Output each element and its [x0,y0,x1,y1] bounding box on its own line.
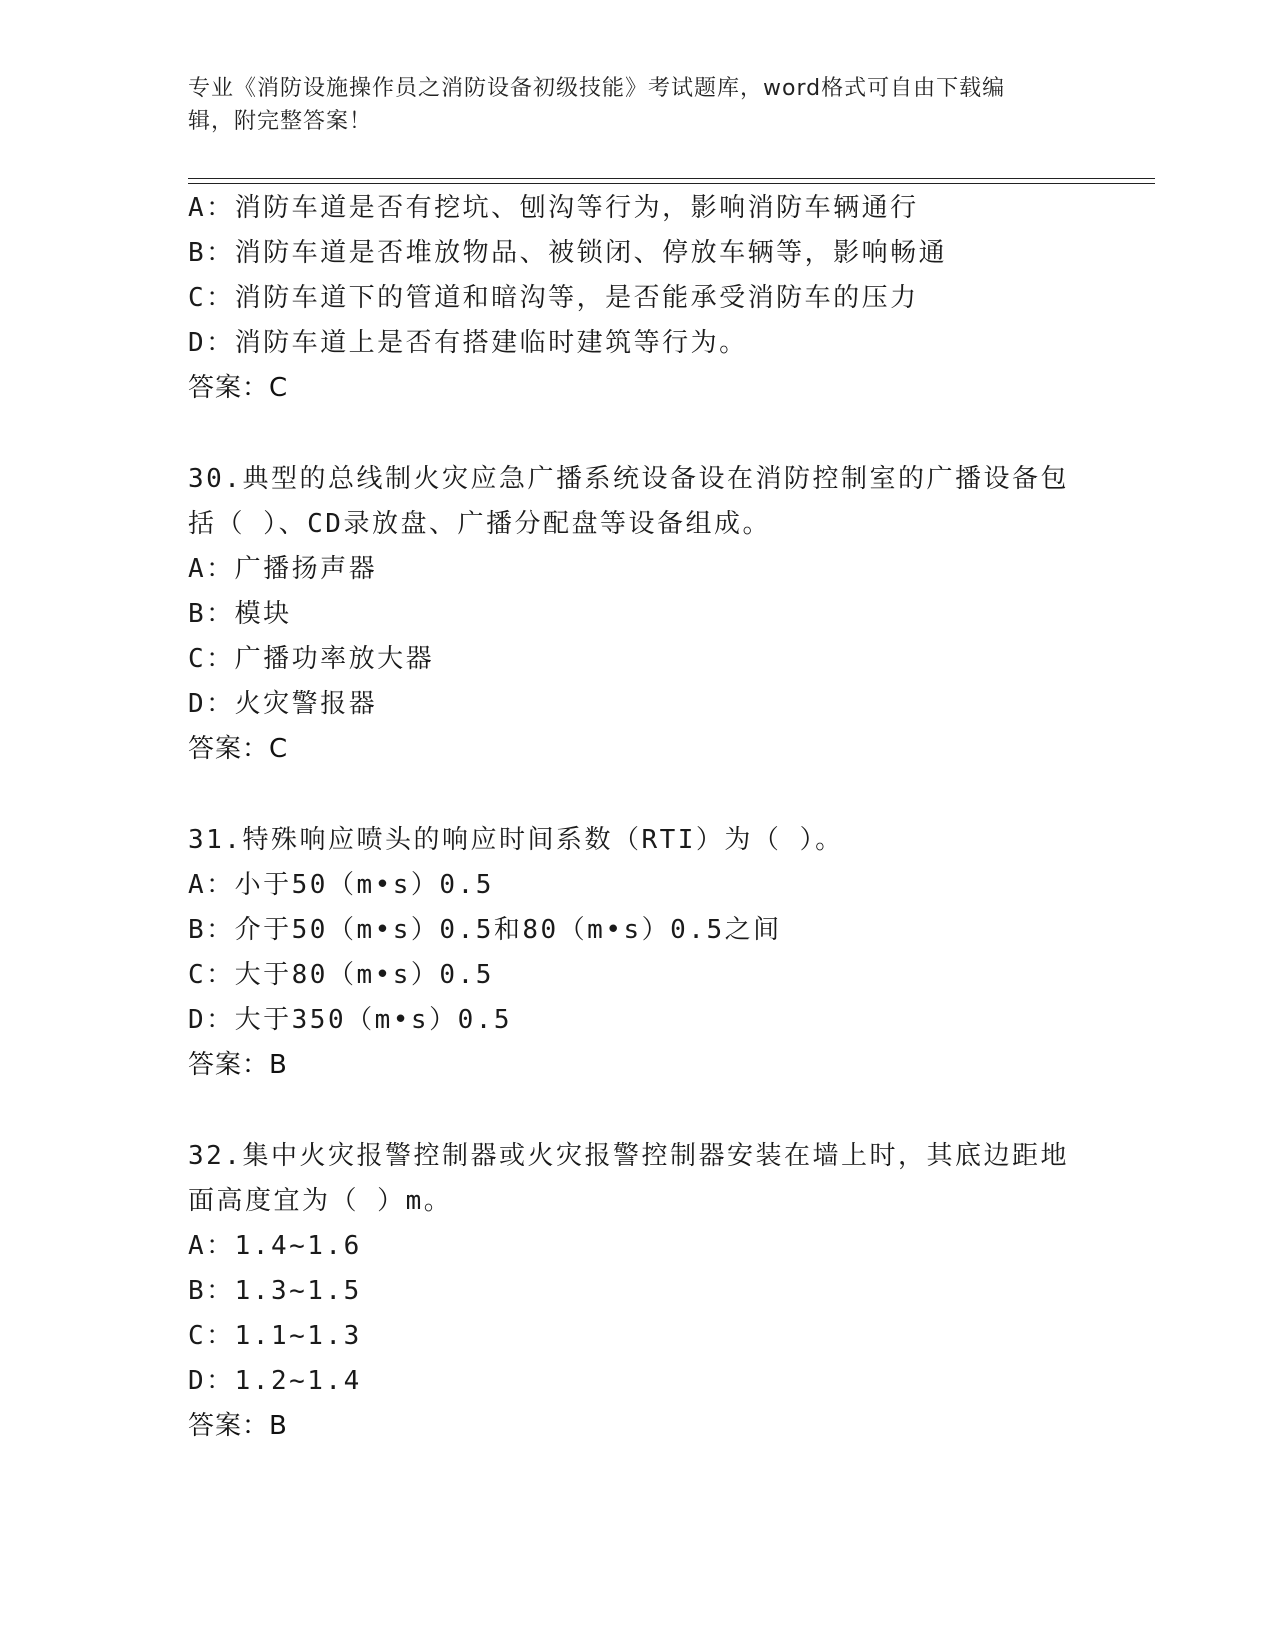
q31-answer: 答案：B [188,1050,288,1080]
q30-option-d: D：火灾警报器 [188,689,378,719]
q31-option-d: D：大于350（m•s）0.5 [188,1005,513,1035]
q30-stem-line-2: 括（ ）、CD录放盘、广播分配盘等设备组成。 [188,509,771,539]
q32-stem-line-2: 面高度宜为（ ）m。 [188,1186,453,1216]
q29-option-a: A：消防车道是否有挖坑、刨沟等行为，影响消防车辆通行 [188,193,919,223]
header-line-1: 专业《消防设施操作员之消防设备初级技能》考试题库，word格式可自由下载编 [188,76,1006,101]
q30-option-a: A：广播扬声器 [188,554,378,584]
q29-option-c: C：消防车道下的管道和暗沟等，是否能承受消防车的压力 [188,283,919,313]
q31-option-a: A：小于50（m•s）0.5 [188,870,494,900]
q30-option-c: C：广播功率放大器 [188,644,435,674]
q31-stem-line-1: 31.特殊响应喷头的响应时间系数（RTI）为（ ）。 [188,825,844,855]
header-divider-top [188,178,1155,179]
q31-option-c: C：大于80（m•s）0.5 [188,960,494,990]
header-line-2: 辑，附完整答案！ [188,109,373,134]
header-divider-bottom [188,183,1155,184]
q32-stem-line-1: 32.集中火灾报警控制器或火灾报警控制器安装在墙上时，其底边距地 [188,1141,1069,1171]
q32-option-a: A：1.4~1.6 [188,1231,362,1261]
q30-answer: 答案：C [188,734,289,764]
q30-stem-line-1: 30.典型的总线制火灾应急广播系统设备设在消防控制室的广播设备包 [188,464,1069,494]
document-header [188,72,1088,138]
q30-option-b: B：模块 [188,599,292,629]
q31-option-b: B：介于50（m•s）0.5和80（m•s）0.5之间 [188,915,782,945]
q32-answer: 答案：B [188,1411,288,1441]
q29-option-b: B：消防车道是否堆放物品、被锁闭、停放车辆等，影响畅通 [188,238,948,268]
q32-option-b: B：1.3~1.5 [188,1276,362,1306]
q32-option-d: D：1.2~1.4 [188,1366,362,1396]
q32-option-c: C：1.1~1.3 [188,1321,362,1351]
q29-answer: 答案：C [188,373,289,403]
q29-option-d: D：消防车道上是否有搭建临时建筑等行为。 [188,328,748,358]
